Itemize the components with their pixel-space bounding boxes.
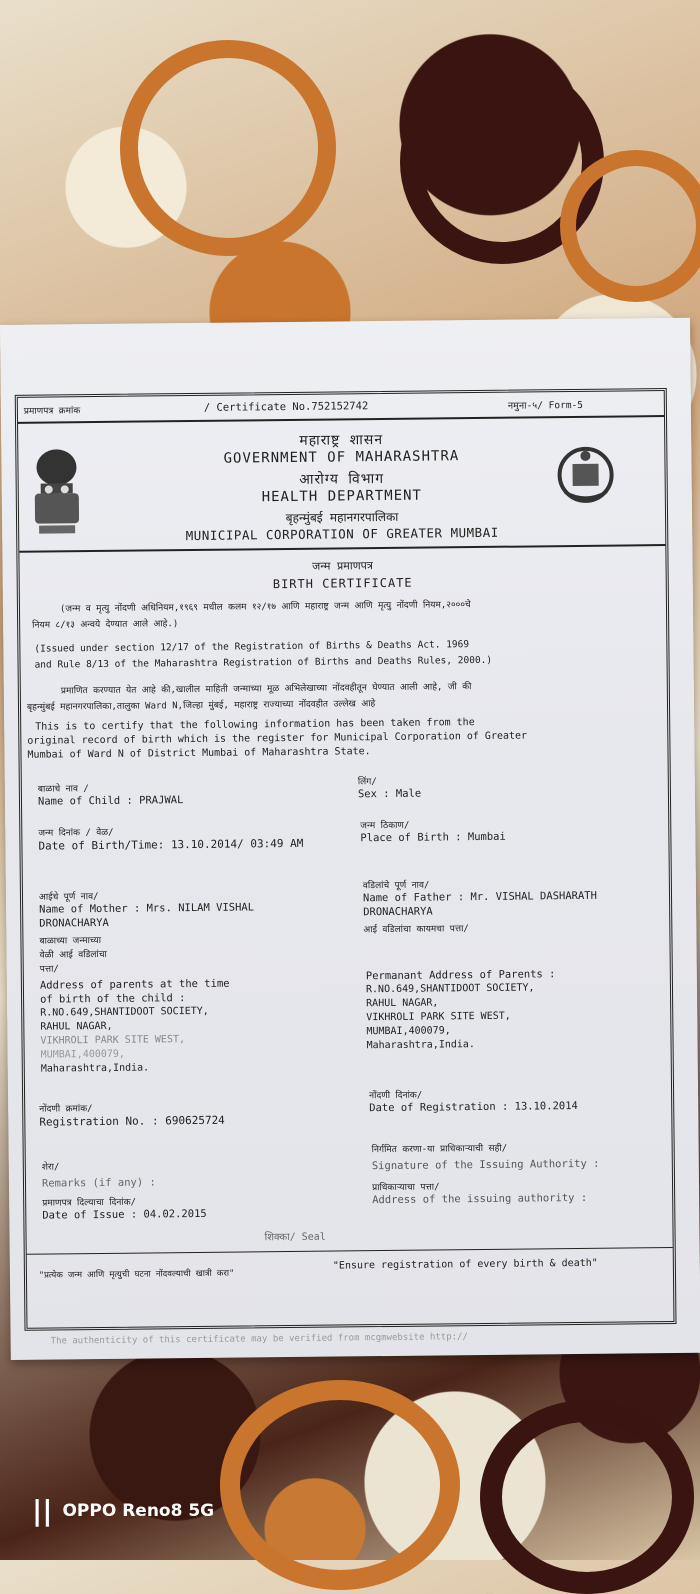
address-marathi-2: वेळी आई वडिलांचा <box>39 949 107 961</box>
carpet-pattern-swirl <box>220 1380 460 1590</box>
form-number: नमुना-५/ Form-5 <box>507 399 584 412</box>
remarks: Remarks (if any) : <box>41 1176 156 1190</box>
issued-under-line-2: and Rule 8/13 of the Maharashtra Registration of Births and Deaths Rules, 2000.) <box>34 654 493 671</box>
address-line-5: VIKHROLI PARK SITE WEST, <box>40 1034 186 1047</box>
certificate-border <box>15 388 677 1331</box>
permanent-address-line-1: Permanant Address of Parents : <box>365 968 556 983</box>
father-name-line-1: Name of Father : Mr. VISHAL DASHARATH <box>362 889 597 905</box>
permanent-address-line-2: R.NO.649,SHANTIDOOT SOCIETY, <box>365 982 535 996</box>
oppo-logo-icon: || <box>32 1494 53 1527</box>
camera-watermark <box>32 1494 214 1527</box>
carpet-pattern-swirl <box>480 1400 694 1594</box>
signature-marathi: निर्गमित करणा-या प्राधिकाऱ्याची सही/ <box>371 1143 508 1156</box>
birth-certificate-title: BIRTH CERTIFICATE <box>272 575 413 592</box>
carpet-pattern-swirl <box>560 150 700 302</box>
government-english: GOVERNMENT OF MAHARASHTRA <box>223 448 460 467</box>
mother-name-line-1: Name of Mother : Mrs. NILAM VISHAL <box>39 901 255 916</box>
verification-note: The authenticity of this certificate may be verified from mcgmwebsite http:// <box>50 1332 468 1347</box>
device-model: OPPO Reno8 5G <box>62 1500 215 1521</box>
child-name: Name of Child : PRAJWAL <box>37 794 184 808</box>
health-department-marathi: आरोग्य विभाग <box>299 470 385 488</box>
father-name-marathi: वडिलांचे पूर्ण नाव/ <box>362 880 430 892</box>
sex-value: Sex : Male <box>357 787 422 801</box>
permanent-address-marathi: आई वडिलांचा कायमचा पत्ता/ <box>363 924 469 936</box>
address-line-6: MUMBAI,400079, <box>40 1048 125 1061</box>
dob-marathi: जन्म दिनांक / वेळ/ <box>38 827 114 839</box>
mother-name-line-2: DRONACHARYA <box>39 916 109 930</box>
certify-line-3: Mumbai of Ward N of District Mumbai of Maharashtra State. <box>27 746 371 761</box>
permanent-address-line-5: MUMBAI,400079, <box>366 1025 451 1038</box>
health-department-english: HEALTH DEPARTMENT <box>261 487 423 506</box>
marathi-issued-line-1: (जन्म व मृत्यु नोंदणी अधिनियम,१९६९ मधील कलम १२/१७ आणि महाराष्ट्र जन्म आणि मृत्यु नोंदणी नियम,२०००चे <box>59 600 471 615</box>
marathi-certify-line-1: प्रमाणित करण्यात येत आहे की,खालील माहिती जन्माच्या मूळ अभिलेखाच्या नोंदवहीतून घेण्यात आली आहे, जी की <box>60 682 472 697</box>
address-marathi-3: पत्ता/ <box>39 964 59 975</box>
address-line-1: Address of parents at the time <box>39 977 230 992</box>
father-name-line-2: DRONACHARYA <box>363 905 433 919</box>
sex-marathi: लिंग/ <box>357 777 377 788</box>
corporation-english: MUNICIPAL CORPORATION OF GREATER MUMBAI <box>185 524 499 544</box>
permanent-address-line-3: RAHUL NAGAR, <box>366 997 439 1010</box>
address-line-4: RAHUL NAGAR, <box>40 1020 113 1033</box>
government-marathi: महाराष्ट्र शासन <box>299 431 384 449</box>
permanent-address-line-6: Maharashtra,India. <box>366 1039 475 1052</box>
pob-marathi: जन्म ठिकाण/ <box>360 820 410 832</box>
registration-number: Registration No. : 690625724 <box>39 1113 225 1129</box>
address-of-authority: Address of the issuing authority : <box>372 1191 588 1207</box>
registration-date: Date of Registration : 13.10.2014 <box>369 1099 578 1115</box>
child-name-marathi: बाळाचे नाव / <box>37 784 89 795</box>
certify-line-1: This is to certify that the following information has been taken from the <box>35 717 475 733</box>
mother-name-marathi: आईचे पूर्ण नाव/ <box>38 891 99 903</box>
form-left-label: प्रमाणपत्र क्रमांक <box>23 406 81 417</box>
certificate-number: / Certificate No.752152742 <box>203 400 369 414</box>
carpet-pattern-swirl <box>120 40 336 256</box>
date-of-birth: Date of Birth/Time: 13.10.2014/ 03:49 AM <box>38 836 304 853</box>
place-of-birth: Place of Birth : Mumbai <box>360 830 506 845</box>
address-line-3: R.NO.649,SHANTIDOOT SOCIETY, <box>40 1005 209 1019</box>
signature-of-authority: Signature of the Issuing Authority : <box>371 1157 600 1173</box>
permanent-address-line-4: VIKHROLI PARK SITE WEST, <box>366 1010 511 1024</box>
footer-marathi-slogan: "प्रत्येक जन्म आणि मृत्युची घटना नोंदवल्याची खात्री करा" <box>38 1268 235 1281</box>
marathi-certify-line-2: बृहन्मुंबई महानगरपालिका,तालुका Ward N,जिल्हा मुंबई, महाराष्ट्र राज्याच्या नोंदवहीत उल्लेख आहे <box>26 699 376 713</box>
birth-certificate-title-marathi: जन्म प्रमाणपत्र <box>312 559 374 573</box>
issued-under-line-1: (Issued under section 12/17 of the Registration of Births & Deaths Act. 1969 <box>34 639 470 655</box>
footer-english-slogan: "Ensure registration of every birth & death" <box>332 1257 598 1272</box>
date-of-issue: Date of Issue : 04.02.2015 <box>42 1207 207 1222</box>
marathi-issued-line-2: नियम ८/१३ अन्वये देण्यात आले आहे.) <box>32 619 179 631</box>
registration-date-marathi: नोंदणी दिनांक/ <box>369 1090 423 1102</box>
address-marathi-1: बाळाच्या जन्माच्या <box>39 935 102 947</box>
remarks-marathi: शेरा/ <box>41 1162 60 1173</box>
address-line-7: Maharashtra,India. <box>40 1062 150 1075</box>
address-line-2: of birth of the child : <box>40 992 186 1006</box>
corporation-marathi: बृहन्मुंबई महानगरपालिका <box>285 509 399 526</box>
authority-address-marathi: प्राधिकाऱ्याचा पत्ता/ <box>372 1182 440 1194</box>
birth-certificate-paper <box>0 318 700 1360</box>
issue-date-marathi: प्रमाणपत्र दिल्याचा दिनांक/ <box>42 1197 137 1209</box>
registration-number-marathi: नोंदणी क्रमांक/ <box>39 1104 93 1115</box>
certify-line-2: original record of birth which is the register for Municipal Corporation of Greater <box>27 730 528 747</box>
seal-label: शिक्का/ Seal <box>264 1231 326 1244</box>
